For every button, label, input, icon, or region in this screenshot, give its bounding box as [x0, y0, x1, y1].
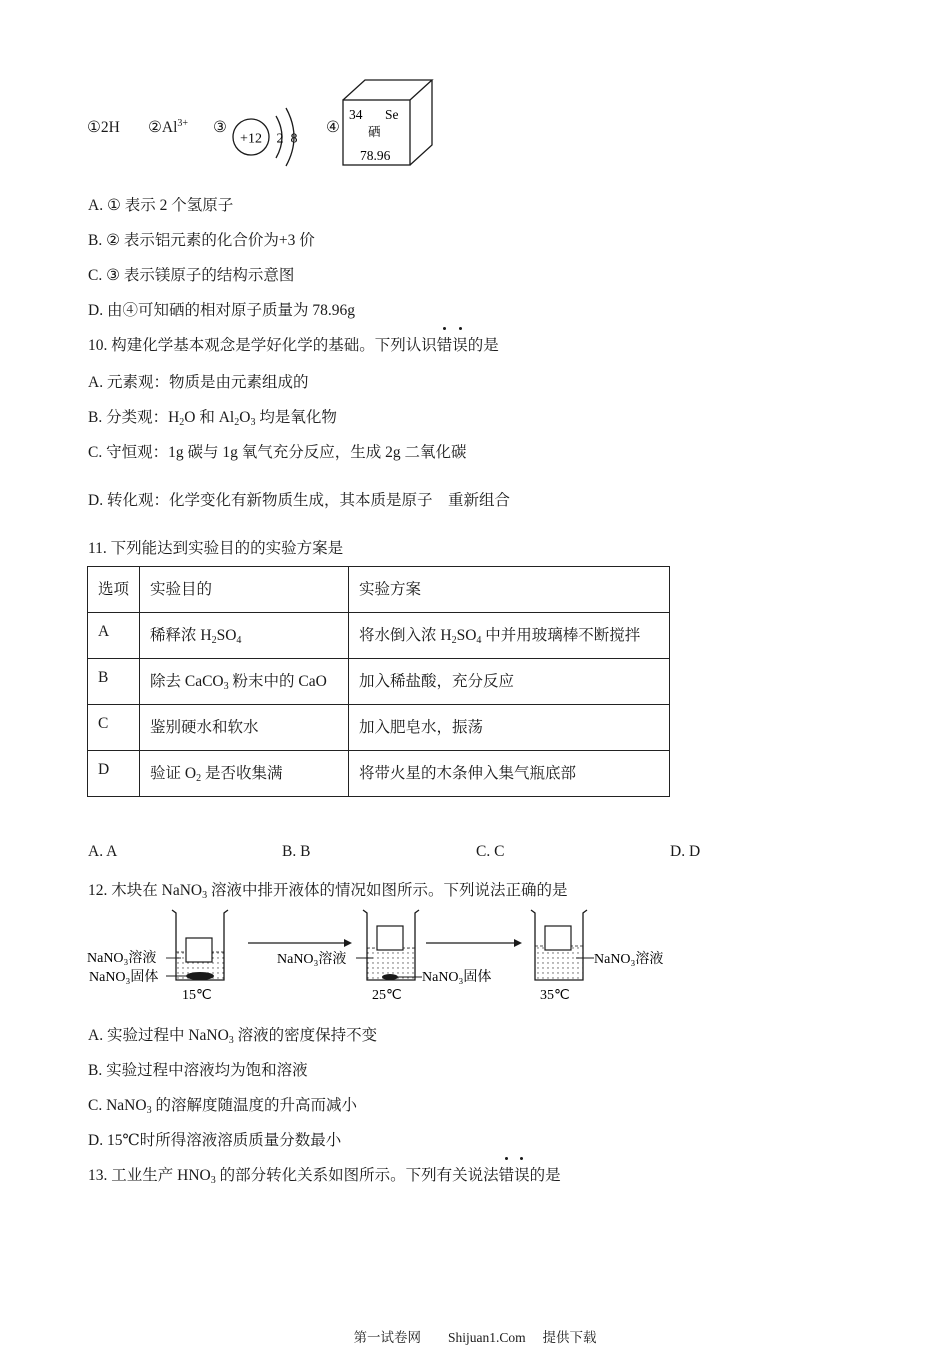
text: 稀释浓 H — [150, 627, 212, 644]
subscript: 3 — [250, 417, 256, 428]
symbol-al-text: ②Al — [148, 119, 178, 137]
q9-option-a: A. ① 表示 2 个氢原子 — [88, 197, 234, 214]
text: 将水倒入浓 H — [359, 627, 452, 644]
symbol-2h: ①2H — [87, 119, 120, 136]
row-option: D — [88, 751, 140, 797]
subscript: 2 — [451, 635, 457, 646]
text: SO — [456, 627, 477, 644]
row-plan — [349, 613, 670, 659]
q10-stem — [88, 333, 499, 355]
table-header-row — [88, 567, 670, 613]
row-option: B — [88, 659, 140, 705]
q12-option-a — [88, 1023, 377, 1046]
q10-stem-text: 10. 构建化学基本观念是学好化学的基础。下列认识 — [88, 337, 437, 354]
q11-choice-a: A. A — [88, 843, 118, 860]
text: 中并用玻璃棒不断搅拌 — [481, 627, 641, 644]
header-plan: 实验方案 — [349, 567, 670, 613]
row-aim: 鉴别硬水和软水 — [140, 705, 349, 751]
label-solid-2: NaNO₃固体 — [422, 970, 492, 985]
q12-option-d: D. 15℃时所得溶液溶质质量分数最小 — [88, 1132, 342, 1149]
text: 13. 工业生产 HNO — [88, 1167, 211, 1184]
row-plan: 将带火星的木条伸入集气瓶底部 — [349, 751, 670, 797]
row-aim — [140, 613, 349, 659]
row-plan: 加入肥皂水，振荡 — [349, 705, 670, 751]
text: B. 分类观：H — [88, 409, 180, 426]
q12-stem — [88, 878, 567, 901]
table-row — [88, 705, 670, 751]
text: O — [239, 409, 251, 426]
beaker-25c — [356, 910, 422, 980]
label-solution-2: NaNO₃溶液 — [277, 952, 347, 967]
atomic-mass: 78.96 — [360, 148, 391, 163]
subscript: 3 — [146, 1105, 152, 1116]
row-plan: 加入稀盐酸，充分反应 — [349, 659, 670, 705]
emphasis-char: 错 — [437, 333, 453, 355]
table-row — [88, 613, 670, 659]
text: 的是 — [529, 1167, 561, 1184]
q10-stem-end: 的是 — [467, 337, 499, 354]
shell-1-electrons: 2 — [276, 131, 284, 147]
text: 均是氧化物 — [255, 409, 337, 426]
element-symbol: Se — [385, 107, 399, 122]
text: 是否收集满 — [201, 765, 283, 782]
subscript: 2 — [196, 773, 202, 784]
q9-option-c: C. ③ 表示镁原子的结构示意图 — [88, 267, 295, 284]
label-temp-25: 25℃ — [372, 988, 402, 1003]
text: 验证 O — [150, 765, 197, 782]
emphasis-char: 错 — [499, 1163, 515, 1185]
mg-atom-structure-diagram — [230, 104, 302, 168]
label-temp-15: 15℃ — [182, 988, 212, 1003]
header-option: 选项 — [88, 567, 140, 613]
text: A. 实验过程中 NaNO — [88, 1027, 229, 1044]
q10-option-c: C. 守恒观：1g 碳与 1g 氧气充分反应，生成 2g 二氧化碳 — [88, 444, 467, 461]
table-row — [88, 751, 670, 797]
symbol-4-label: ④ — [326, 119, 340, 136]
q10-option-d: D. 转化观：化学变化有新物质生成，其本质是原子 重新组合 — [88, 492, 510, 509]
subscript: 3 — [210, 1175, 216, 1186]
subscript: 4 — [476, 635, 482, 646]
q10-option-b — [88, 405, 337, 428]
table-row — [88, 659, 670, 705]
shell-2-electrons: 8 — [290, 131, 298, 147]
text: 除去 CaCO — [150, 673, 224, 690]
beaker-35c — [531, 910, 594, 980]
symbol-al3plus — [148, 118, 188, 137]
q12-option-c — [88, 1093, 357, 1116]
subscript: 3 — [202, 890, 208, 901]
row-option: A — [88, 613, 140, 659]
text: 12. 木块在 NaNO — [88, 882, 203, 899]
symbol-3-label: ③ — [213, 119, 227, 136]
emphasis-char: 误 — [514, 1163, 530, 1185]
subscript: 2 — [234, 417, 240, 428]
text: 溶液中排开液体的情况如图所示。下列说法正确的是 — [207, 882, 568, 899]
text: O 和 Al — [184, 409, 235, 426]
q13-stem — [88, 1163, 561, 1186]
nucleus-charge: +12 — [240, 131, 262, 147]
selenium-element-cell — [340, 78, 436, 168]
q12-option-b: B. 实验过程中溶液均为饱和溶液 — [88, 1062, 308, 1079]
text: 粉末中的 CaO — [228, 673, 327, 690]
q11-choice-c: C. C — [476, 843, 505, 860]
symbol-al-charge: 3+ — [177, 118, 189, 129]
subscript: 3 — [223, 681, 229, 692]
label-solution-3: NaNO₃溶液 — [594, 952, 664, 967]
text: 的部分转化关系如图所示。下列有关说法 — [215, 1167, 499, 1184]
label-solid-1: NaNO₃固体 — [89, 970, 159, 985]
atomic-number: 34 — [349, 107, 363, 122]
label-solution-1: NaNO₃溶液 — [87, 951, 157, 966]
label-temp-35: 35℃ — [540, 988, 570, 1003]
subscript: 2 — [211, 635, 217, 646]
row-option: C — [88, 705, 140, 751]
beaker-15c — [166, 910, 228, 980]
q11-choice-b: B. B — [282, 843, 311, 860]
beaker-experiment-figure — [86, 906, 686, 1006]
text: 溶液的密度保持不变 — [233, 1027, 378, 1044]
row-aim — [140, 751, 349, 797]
q11-choice-d: D. D — [670, 843, 701, 860]
experiment-table — [87, 566, 670, 797]
q9-option-b: B. ② 表示铝元素的化合价为+3 价 — [88, 232, 315, 249]
subscript: 2 — [179, 417, 185, 428]
q9-option-d: D. 由④可知硒的相对原子质量为 78.96g — [88, 302, 355, 319]
text: 的溶解度随温度的升高而减小 — [151, 1097, 357, 1114]
subscript: 3 — [228, 1035, 234, 1046]
page-footer: 第一试卷网 Shijuan1.Com 提供下载 — [353, 1330, 597, 1345]
q10-option-a: A. 元素观：物质是由元素组成的 — [88, 374, 309, 391]
q11-stem: 11. 下列能达到实验目的的实验方案是 — [88, 540, 344, 557]
text: SO — [216, 627, 237, 644]
element-name: 硒 — [368, 124, 381, 139]
emphasis-char: 误 — [452, 333, 468, 355]
text: C. NaNO — [88, 1097, 147, 1114]
row-aim — [140, 659, 349, 705]
header-aim: 实验目的 — [140, 567, 349, 613]
subscript: 4 — [236, 635, 242, 646]
